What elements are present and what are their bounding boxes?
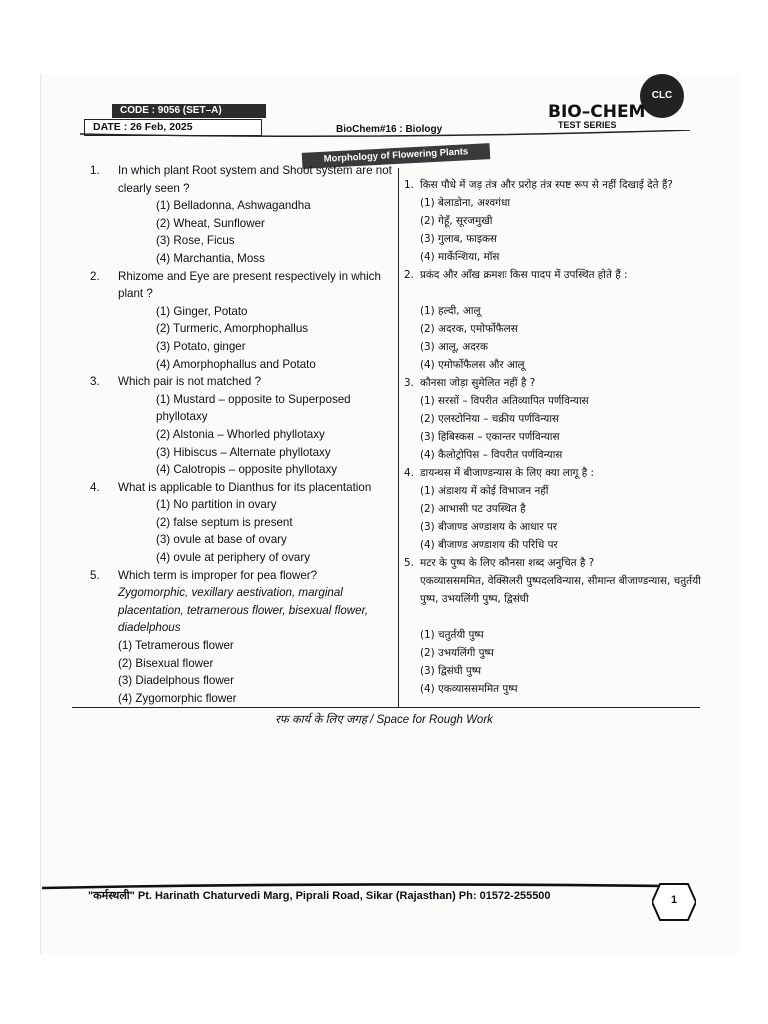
option: (3) Diadelphous flower [118,674,234,688]
option: (4) एकव्याससममित पुष्प [420,683,518,695]
option: (2) false septum is present [156,515,293,529]
option: (2) एलस्टोनिया – चक्रीय पर्णविन्यास [420,413,560,425]
option: (1) Tetramerous flower [118,639,234,653]
question-text: मटर के पुष्प के लिए कौनसा शब्द अनुचित है ? [420,557,595,569]
logo-text: BIO–CHEM [548,102,646,122]
option: (2) Bisexual flower [118,656,214,670]
hindi-column [402,176,702,698]
question-1-hi: 1. किस पौधे में जड़ तंत्र और प्ररोह तंत्र स्पष्ट रूप से नहीं दिखाई देते हैं? (1) बेलाडोना, अश्वगंधा (2) गेहूँ, सूरजमुखी (3) गुलाब, फाइकस (4) मार्केन्शिया, मॉस [402,176,702,266]
question-terms: Zygomorphic, vexillary aestivation, marginal placentation, tetramerous flower, bisexual flower, diadelphous [118,586,369,635]
option: (1) No partition in ovary [156,498,277,512]
question-4-hi: 4. डायन्थस में बीजाण्डन्यास के लिए क्या लागू है : (1) अंडाशय में कोई विभाजन नहीं (2) आभासी पट उपस्थित है (3) बीजाण्ड अण्डाशय के आधार पर (4) बीजाण्ड अण्डाशय की परिधि पर [402,464,702,554]
option: (4) Zygomorphic flower [118,691,237,705]
test-title: BioChem#16 : Biology [336,124,443,135]
option: (1) हल्दी, आलू [420,305,481,317]
question-text: किस पौधे में जड़ तंत्र और प्ररोह तंत्र स्पष्ट रूप से नहीं दिखाई देते हैं? [420,179,673,191]
question-3-hi: 3. कौनसा जोड़ा सुमेलित नहीं है ? (1) सरसों – विपरीत अतिव्यापित पर्णविन्यास (2) एलस्टोनिया – चक्रीय पर्णविन्यास (3) हिबिस्कस – एकान्तर पर्णविन्यास (4) कैलोट्रोपिस – विपरीत पर्णविन्यास [402,374,702,464]
option: (4) Marchantia, Moss [156,251,265,265]
rough-work-label: रफ कार्य के लिए जगह / Space for Rough Work [275,714,493,726]
english-column [82,162,394,707]
question-text: What is applicable to Dianthus for its placentation [118,480,372,494]
option: (3) Hibiscus – Alternate phyllotaxy [156,445,331,459]
exam-date: DATE : 26 Feb, 2025 [84,119,262,136]
footer-address: "कर्मस्थली" Pt. Harinath Chaturvedi Marg, Piprali Road, Sikar (Rajasthan) Ph: 01572-255500 [88,890,551,902]
question-3-en: 3. Which pair is not matched ? (1) Mustard – opposite to Superposed phyllotaxy (2) Alstonia – Whorled phyllotaxy (3) Hibiscus – Alternate phyllotaxy (4) Calotropis – opposite phyllotaxy [82,373,394,479]
option: (1) Ginger, Potato [156,304,248,318]
question-4-en: 4. What is applicable to Dianthus for its placentation (1) No partition in ovary (2) false septum is present (3) ovule at base of ovary (4) ovule at periphery of ovary [82,479,394,567]
paper-code: CODE : 9056 (SET–A) [112,104,266,118]
option: (2) आभासी पट उपस्थित है [420,503,526,515]
question-2-en: 2. Rhizome and Eye are present respectively in which plant ? (1) Ginger, Potato (2) Turmeric, Amorphophallus (3) Potato, ginger (4) Amorphophallus and Potato [82,268,394,374]
question-terms: एकव्याससममित, वेक्सिलरी पुष्पदलविन्यास, सीमान्त बीजाण्डन्यास, चतुर्तयी पुष्प, उभयलिंगी पुष्प, द्विसंघी [420,575,701,605]
option: (2) Alstonia – Whorled phyllotaxy [156,427,325,441]
question-text: कौनसा जोड़ा सुमेलित नहीं है ? [420,377,536,389]
option: (1) बेलाडोना, अश्वगंधा [420,197,511,209]
logo-subtext: TEST SERIES [558,120,617,130]
question-text: प्रकंद और आँख क्रमशः किस पादप में उपस्थित होते हैं : [420,269,628,281]
page-number: 1 [670,894,678,906]
option: (4) Amorphophallus and Potato [156,357,316,371]
option: (2) Turmeric, Amorphophallus [156,322,309,336]
option: (3) बीजाण्ड अण्डाशय के आधार पर [420,521,558,533]
option: (2) अदरक, एमोर्फोफैलस [420,323,518,335]
page-number-badge [652,882,696,922]
option: (3) आलू, अदरक [420,341,488,353]
clc-badge-icon: CLC [640,74,684,118]
question-text: Which pair is not matched ? [118,375,262,389]
rough-work-divider [72,707,700,708]
question-2-hi: 2. प्रकंद और आँख क्रमशः किस पादप में उपस्थित होते हैं : (1) हल्दी, आलू (2) अदरक, एमोर्फोफैलस (3) आलू, अदरक (4) एमोर्फोफैलस और आलू [402,266,702,374]
option: (4) मार्केन्शिया, मॉस [420,251,500,263]
section-title: Morphology of Flowering Plants [302,143,491,169]
option: (3) हिबिस्कस – एकान्तर पर्णविन्यास [420,431,560,443]
option: (4) कैलोट्रोपिस – विपरीत पर्णविन्यास [420,449,563,461]
option: (3) ovule at base of ovary [156,533,287,547]
option: (3) द्विसंघी पुष्प [420,665,481,677]
option: (2) गेहूँ, सूरजमुखी [420,215,493,227]
option: (3) Rose, Ficus [156,234,235,248]
question-text: Rhizome and Eye are present respectively in which plant ? [118,269,381,301]
code-date-box [84,104,262,132]
question-5-en: 5. Which term is improper for pea flower? Zygomorphic, vexillary aestivation, marginal placentation, tetramerous flower, bisexual flower, diadelphous (1) Tetramerous flower (2) Bisexual flower (3) Diadelphous flower (4) Zygomorphic flower [82,567,394,708]
option: (1) Belladonna, Ashwagandha [156,199,311,213]
question-1-en: 1. In which plant Root system and Shoot system are not clearly seen ? (1) Belladonna, Ashwagandha (2) Wheat, Sunflower (3) Rose, Ficus (4) Marchantia, Moss [82,162,394,268]
question-text: डायन्थस में बीजाण्डन्यास के लिए क्या लागू है : [420,467,595,479]
option: (4) ovule at periphery of ovary [156,551,311,565]
option: (4) बीजाण्ड अण्डाशय की परिधि पर [420,539,558,551]
option: (1) अंडाशय में कोई विभाजन नहीं [420,485,549,497]
option: (4) एमोर्फोफैलस और आलू [420,359,525,371]
question-text: In which plant Root system and Shoot system are not clearly seen ? [118,164,392,195]
question-text: Which term is improper for pea flower? [118,568,318,582]
bio-chem-logo [548,72,698,132]
option: (3) गुलाब, फाइकस [420,233,497,245]
column-divider [398,168,399,708]
question-5-hi: 5. मटर के पुष्प के लिए कौनसा शब्द अनुचित है ? एकव्याससममित, वेक्सिलरी पुष्पदलविन्यास, सीमान्त बीजाण्डन्यास, चतुर्तयी पुष्प, उभयलिंगी पुष्प, द्विसंघी (1) चतुर्तयी पुष्प (2) उभयलिंगी पुष्प (3) द्विसंघी पुष्प (4) एकव्याससममित पुष्प [402,554,702,698]
option: (1) सरसों – विपरीत अतिव्यापित पर्णविन्यास [420,395,589,407]
option: (2) उभयलिंगी पुष्प [420,647,494,659]
option: (4) Calotropis – opposite phyllotaxy [156,463,338,477]
option: (3) Potato, ginger [156,339,246,353]
option: (2) Wheat, Sunflower [156,216,265,230]
option: (1) Mustard – opposite to Superposed phyllotaxy [156,392,351,424]
option: (1) चतुर्तयी पुष्प [420,629,484,641]
